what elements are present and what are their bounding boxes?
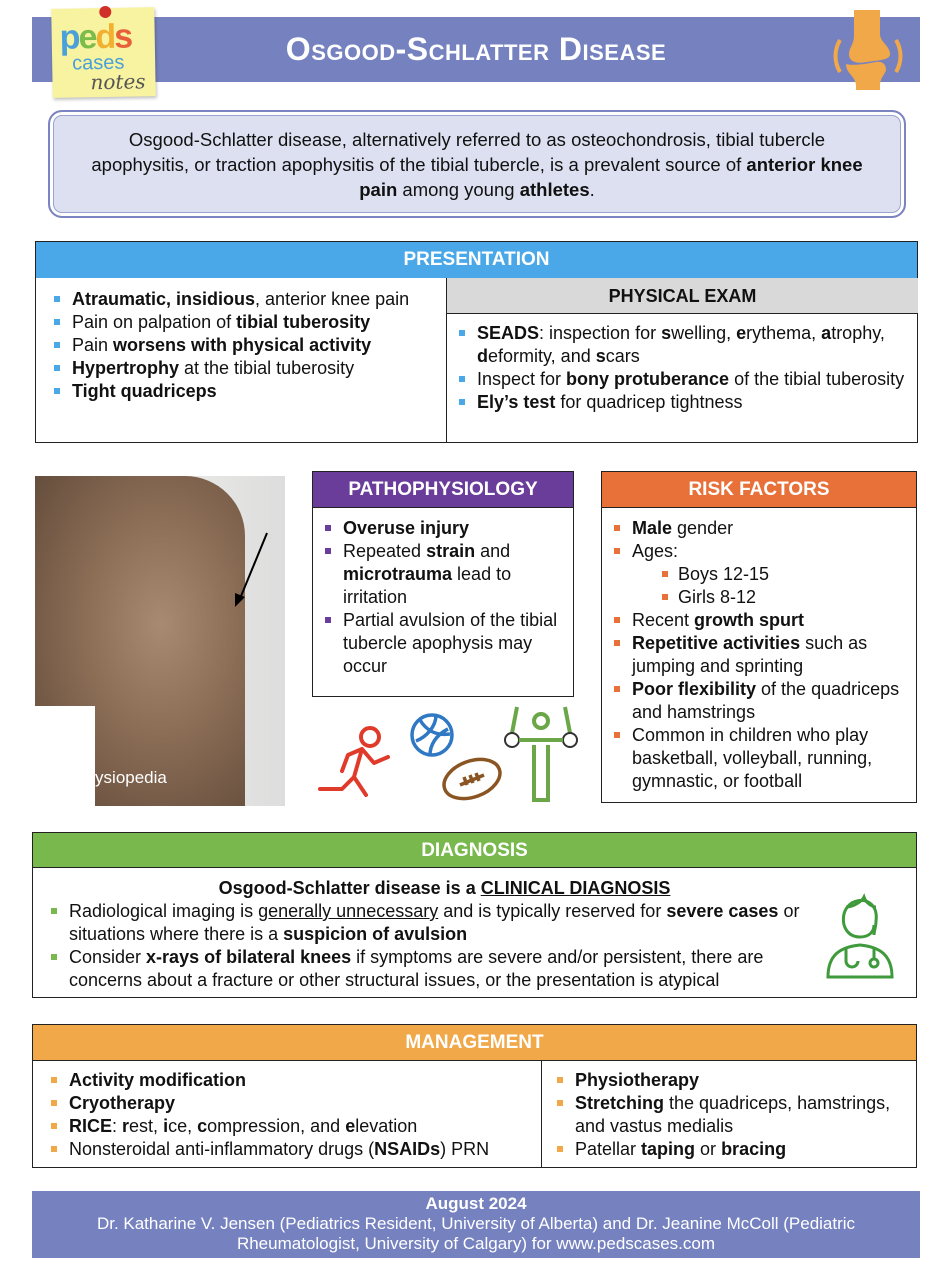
- diagnosis-section: [32, 832, 917, 998]
- management-section: [32, 1024, 917, 1168]
- risk-factors-section: [601, 471, 917, 803]
- list-item: Cryotherapy: [43, 1092, 538, 1115]
- list-item: Repeated strain and microtrauma lead to irritation: [317, 540, 567, 609]
- list-item: Consider x-rays of bilateral knees if symptoms are severe and/or persistent, there are concerns about a fracture or other structural issues, or the presentation is atypical: [43, 946, 816, 992]
- list-item: Patellar taping or bracing: [549, 1138, 909, 1161]
- list-item: Male gender: [606, 517, 912, 540]
- presentation-section: [35, 241, 918, 443]
- runner-icon: [320, 728, 388, 795]
- diagnosis-headline: Osgood-Schlatter disease is a CLINICAL DIAGNOSIS: [218, 878, 671, 898]
- list-item: Tight quadriceps: [46, 380, 441, 403]
- pathophysiology-header: PATHOPHYSIOLOGY: [313, 472, 573, 508]
- presentation-header: PRESENTATION: [36, 242, 917, 278]
- list-item: Hypertrophy at the tibial tuberosity: [46, 357, 441, 380]
- risk-factors-list: [602, 508, 916, 793]
- diagnosis-header: DIAGNOSIS: [33, 833, 916, 868]
- logo-notes: notes: [90, 69, 146, 95]
- knee-photo: [35, 476, 285, 806]
- footer-date: August 2024: [425, 1194, 527, 1213]
- list-item: Common in children who play basketball, volleyball, running, gymnastic, or football: [606, 724, 912, 793]
- knee-joint-icon: [832, 10, 904, 90]
- management-left-list: [43, 1069, 538, 1161]
- volleyball-icon: [412, 715, 452, 755]
- list-item: Activity modification: [43, 1069, 538, 1092]
- football-icon: [439, 752, 506, 805]
- list-item: Poor flexibility of the quadriceps and hamstrings: [606, 678, 912, 724]
- list-item: SEADS: inspection for swelling, erythema, atrophy, deformity, and scars: [451, 322, 908, 368]
- management-header: MANAGEMENT: [33, 1025, 916, 1061]
- doctor-icon: [824, 885, 894, 980]
- list-item: Nonsteroidal anti-inflammatory drugs (NSAIDs) PRN: [43, 1138, 538, 1161]
- sports-icons: [312, 705, 582, 805]
- physical-exam-panel: [446, 278, 918, 442]
- physical-exam-header: PHYSICAL EXAM: [447, 278, 918, 314]
- list-item: Physiotherapy: [549, 1069, 909, 1092]
- gymnast-rings-icon: [505, 707, 577, 800]
- footer: [32, 1191, 920, 1258]
- physical-exam-list: [447, 314, 918, 414]
- list-item: Partial avulsion of the tibial tubercle apophysis may occur: [317, 609, 567, 678]
- list-item: Repetitive activities such as jumping and sprinting: [606, 632, 912, 678]
- pedscases-logo: [51, 7, 156, 98]
- list-item: Radiological imaging is generally unnecessary and is typically reserved for severe cases or situations where there is a suspicion of avulsion: [43, 900, 816, 946]
- pathophysiology-section: [312, 471, 574, 697]
- management-divider: [541, 1061, 542, 1167]
- list-item: Ages:: [606, 540, 912, 563]
- list-item: Boys 12-15: [606, 563, 912, 586]
- list-item: Recent growth spurt: [606, 609, 912, 632]
- logo-cases: cases: [71, 51, 125, 75]
- management-right-list: [549, 1069, 909, 1161]
- intro-text: Osgood-Schlatter disease, alternatively referred to as osteochondrosis, tibial tubercle apophysitis, or traction apophysitis of the tibial tubercle, is a prevalent source of anterior knee pain among young athletes.: [91, 128, 863, 200]
- pin-icon: [99, 6, 111, 18]
- list-item: Girls 8-12: [606, 586, 912, 609]
- list-item: Pain on palpation of tibial tuberosity: [46, 311, 441, 334]
- list-item: Overuse injury: [317, 517, 567, 540]
- intro-box: [48, 110, 906, 218]
- list-item: Ely’s test for quadricep tightness: [451, 391, 908, 414]
- presentation-list: [46, 288, 441, 403]
- diagnosis-list: [33, 900, 916, 992]
- footer-authors: Dr. Katharine V. Jensen (Pediatrics Resident, University of Alberta) and Dr. Jeanine McColl (Pediatric Rheumatologist, University of Calgary) for www.pedscases.com: [96, 1214, 856, 1253]
- list-item: Inspect for bony protuberance of the tibial tuberosity: [451, 368, 908, 391]
- page-title: Osgood-Schlatter Disease: [285, 31, 667, 67]
- list-item: RICE: rest, ice, compression, and elevation: [43, 1115, 538, 1138]
- list-item: Stretching the quadriceps, hamstrings, and vastus medialis: [549, 1092, 909, 1138]
- arrow-icon: [225, 531, 275, 611]
- photo-credit: © Physiopedia: [57, 768, 167, 787]
- logo-peds: peds: [59, 17, 132, 57]
- risk-factors-header: RISK FACTORS: [602, 472, 916, 508]
- list-item: Pain worsens with physical activity: [46, 334, 441, 357]
- list-item: Atraumatic, insidious, anterior knee pain: [46, 288, 441, 311]
- pathophysiology-list: [313, 508, 573, 678]
